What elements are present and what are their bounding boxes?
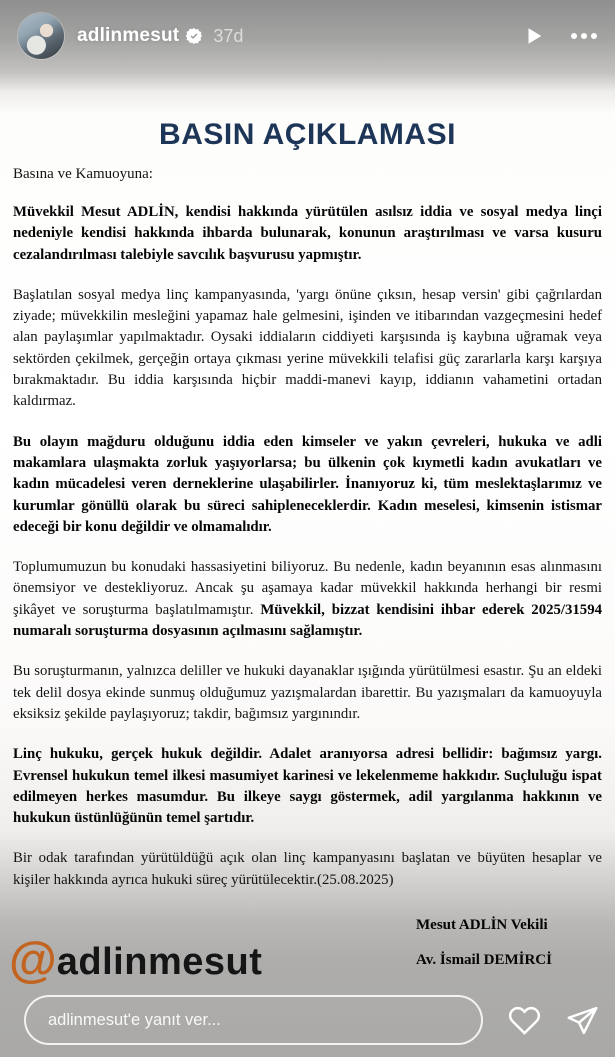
signature-role: Mesut ADLİN Vekili (416, 917, 548, 934)
header-actions (523, 25, 597, 47)
share-plane-icon[interactable] (565, 1003, 599, 1037)
paragraph-1: Müvekkil Mesut ADLİN, kendisi hakkında yürütülen asılsız iddia ve sosyal medya linçi nedeniyle kendisi hakkında ihbarda bulunarak, konunun araştırılması ve varsa kusuru cezalandırılması talebiyle savcılık başvurusu yapmıştır. (13, 204, 602, 263)
press-release-document (0, 96, 615, 987)
paragraph-2: Başlatılan sosyal medya linç kampanyasında, 'yargı önüne çıksın, hesap versin' gibi çağrılardan ziyade; müvekkilin mesleğini yapamaz hale gelmesini, işinden ve itibarından vazgeçmesini hedef alan paylaşımlar yapılmaktadır. Oysaki iddiaların ciddiyeti karşısında iş kaybına uğramak veya sektörden çekilmek, gerçeğin ortaya çıkması yerine müvekkili telafisi güç zararlarla karşı karşıya bırakmaktadır. Bu iddia karşısında hiçbir maddi-manevi kayıp, iddianın vahametini ortadan kaldırmaz. (13, 286, 602, 410)
like-heart-icon[interactable] (507, 1003, 541, 1037)
handle-name: adlinmesut (56, 941, 263, 983)
handle-overlay (9, 933, 263, 987)
paragraph-4-regular: Toplumumuzun bu konudaki hassasiyetini biliyoruz. Bu nedenle, kadın beyanının esas alınmasını önemsiyor ve destekliyoruz. Ancak şu aşamaya kadar müvekkil hakkında herhangi bir resmi şikâyet ve soruşturma başlatılmamıştır. (13, 559, 602, 618)
reply-input[interactable] (26, 1011, 481, 1030)
username[interactable]: adlinmesut (77, 25, 180, 46)
document-salutation: Basına ve Kamuoyuna: (13, 166, 153, 182)
username-row[interactable] (77, 25, 243, 47)
paragraph-4-bold: Müvekkil, bizzat kendisini ihbar ederek 2025/31594 numaralı soruşturma dosyasının açılmasını sağlamıştır. (13, 601, 603, 640)
paragraph-3: Bu olayın mağduru olduğunu iddia eden kimseler ve yakın çevreleri, hukuka ve adli makamlara ulaşmakta zorluk yaşıyorlarsa; bu ülkenin çok kıymetli kadın avukatları ve kadın mücadelesi veren derneklerine ulaşabilirler. İnanıyoruz ki, tüm meslektaşlarımız ve kurumlar gönüllü olarak bu süreci sahipleneceklerdir. Kadın meselesi, kimsenin istismar edeceği bir konu değildir ve olmamalıdır. (13, 433, 602, 535)
at-symbol-icon: @ (9, 933, 57, 987)
paragraph-7: Bir odak tarafından yürütüldüğü açık olan linç kampanyasını başlatan ve büyüten hesaplar ve kişiler hakkında ayrıca hukuki süreç yürütülecektir.(25.08.2025) (13, 850, 602, 888)
paragraph-6: Linç hukuku, gerçek hukuk değildir. Adalet aranıyorsa adresi bellidir: bağımsız yargı. Evrensel hukukun temel ilkesi masumiyet karinesi ve lekelenmeme hakkıdır. Suçluluğu ispat edilmeyen herkes masumdur. Bu ilkeye saygı göstermek, adil yargılanma hakkının ve hukukun üstünlüğünün temel şartıdır. (13, 746, 602, 827)
story-header (0, 10, 615, 62)
play-icon[interactable] (523, 25, 545, 47)
document-title: BASIN AÇIKLAMASI (159, 118, 456, 151)
story-timestamp: 37d (213, 25, 244, 46)
signature-name: Av. İsmail DEMİRCİ (416, 952, 552, 969)
paragraph-4 (13, 557, 602, 642)
reply-input-pill[interactable] (24, 995, 483, 1045)
avatar[interactable] (18, 13, 64, 59)
reply-bar (24, 995, 599, 1045)
verified-badge-icon (186, 28, 202, 44)
paragraph-5: Bu soruşturmanın, yalnızca deliller ve hukuki dayanaklar ışığında yürütülmesi esastır. Şu an eldeki tek delil dosya ekinde sunmuş olduğumuz yazışmalardan ibarettir. Bu yazışmaları da kamuoyuyla eksiksiz şekilde paylaşıyoruz; takdir, bağımsız yargınındır. (13, 663, 602, 722)
more-options-icon[interactable] (571, 29, 597, 43)
